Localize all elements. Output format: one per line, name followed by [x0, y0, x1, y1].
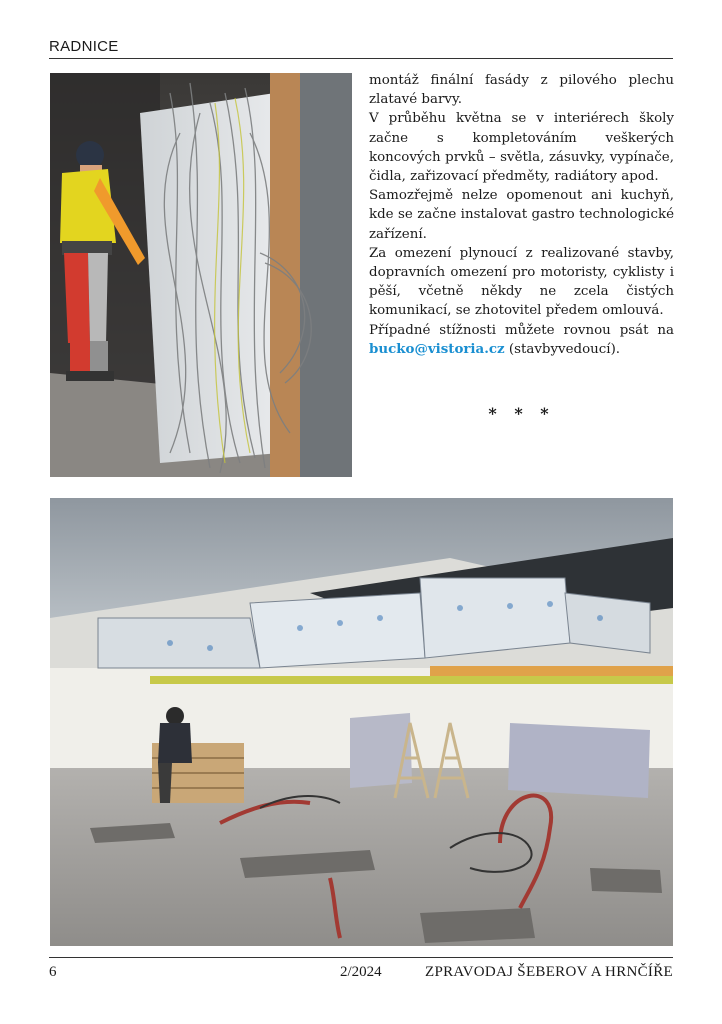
- photo-electrical-wiring: [50, 73, 352, 477]
- footer-rule: [49, 957, 673, 958]
- contact-email-link[interactable]: bucko@vistoria.cz: [369, 340, 505, 357]
- photo-kitchen-interior: [50, 498, 673, 946]
- section-title: RADNICE: [49, 38, 119, 55]
- contact-suffix: (stavbyvedoucí).: [508, 341, 621, 357]
- paragraph: V průběhu května se v interiérech školy začne s kompletováním veškerých koncových prvků – světla, zásuvky, vypínače, čidla, zařizovací předměty, radiátory apod.: [369, 111, 674, 185]
- issue-number: 2/2024: [340, 964, 382, 980]
- page-number: 6: [49, 964, 57, 980]
- article-text: [369, 71, 674, 359]
- contact-paragraph: [369, 321, 674, 359]
- section-separator: * * *: [488, 404, 555, 423]
- contact-prefix: Případné stížnosti můžete rovnou psát na: [369, 322, 674, 338]
- paragraph: Za omezení plynoucí z realizované stavby, dopravních omezení pro motoristy, cyklisty i pěší, včetně někdy ne zcela čistých komunikací, se zhotovitel předem omlouvá.: [369, 245, 674, 319]
- paragraph: Samozřejmě nelze opomenout ani kuchyň, kde se začne instalovat gastro technologické zařízení.: [369, 188, 674, 242]
- header-rule: [49, 58, 673, 59]
- paragraph: montáž finální fasády z pilového plechu zlatavé barvy.: [369, 73, 674, 108]
- publication-title: ZPRAVODAJ ŠEBEROV A HRNČÍŘE: [424, 964, 673, 980]
